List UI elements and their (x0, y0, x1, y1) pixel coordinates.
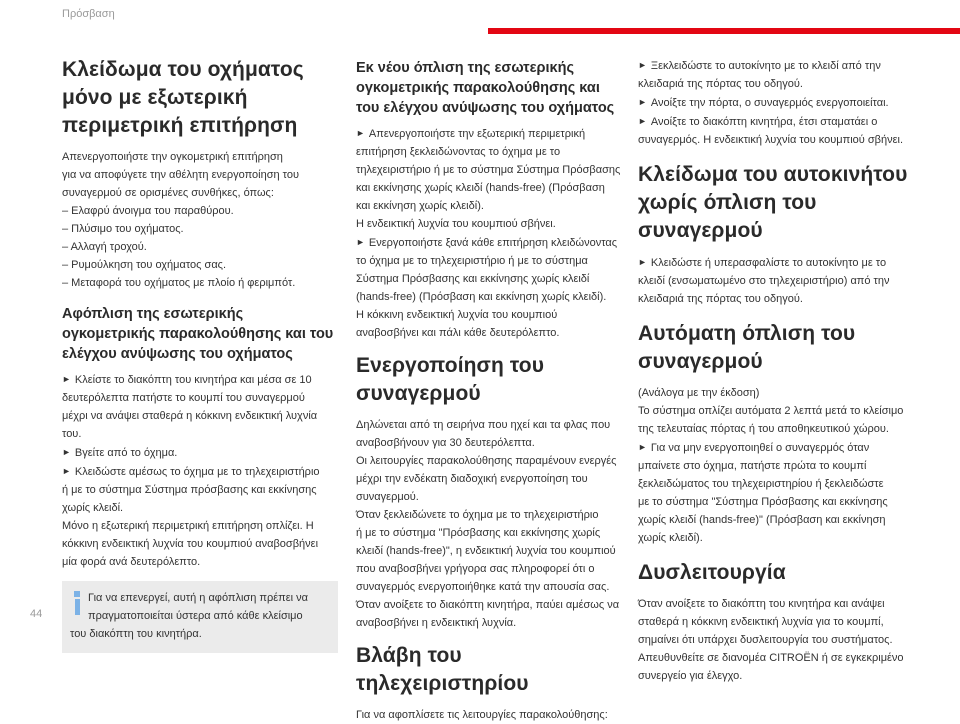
right-pointer-icon: ► (62, 466, 71, 476)
rearm-title: Εκ νέου όπλιση της εσωτερικής ογκομετρικής παρακολούθησης και του ελέγχου ανύψωσης του οχήματος (356, 60, 615, 116)
disarm-subtitle: Αφόπλιση της εσωτερικής ογκομετρικής παρακολούθησης και του ελέγχου ανύψωσης του οχήματος (62, 306, 334, 362)
list-item: – Ελαφρύ άνοιγμα του παραθύρου. (62, 205, 234, 217)
info-icon (70, 591, 84, 615)
right-pointer-icon: ► (638, 442, 647, 452)
lock-exterior-title: Κλείδωμα του οχήματος μόνο με εξωτερική περιμετρική επιτήρηση (62, 58, 304, 137)
right-pointer-icon: ► (62, 447, 71, 457)
remote-fault-body: Για να αφοπλίσετε τις λειτουργίες παρακολούθησης: (356, 709, 608, 721)
right-pointer-icon: ► (638, 116, 647, 126)
malfunction-title: Δυσλειτουργία (638, 561, 786, 584)
right-pointer-icon: ► (638, 257, 647, 267)
column-3 (638, 50, 922, 685)
right-pointer-icon: ► (638, 60, 647, 70)
intro-text: Απενεργοποιήστε την ογκομετρική επιτήρηση για να αποφύγετε την αθέλητη ενεργοποίηση του συναγερμού σε ορισμένες συνθήκες, όπως: (62, 151, 300, 199)
disarm-outro: Μόνο η εξωτερική περιμετρική επιτήρηση οπλίζει. Η κόκκινη ενδεικτική λυχνία του κουμπιού αναβοσβήνει μία φορά ανά δευτερόλεπτο. (62, 520, 319, 568)
conditions-list (62, 202, 338, 292)
column-2 (356, 50, 626, 724)
rearm-steps: ► Απενεργοποιήστε την εξωτερική περιμετρική επιτήρηση ξεκλειδώνοντας το όχημα με το τηλεχειριστήριο ή με το σύστημα Σύστημα Πρόσβασης και εκκίνησης χωρίς κλειδί (hands-free) (Πρόσβαση και εκκίνηση χωρίς κλειδί). Η ενδεικτική λυχνία του κουμπιού σβήνει. ► Ενεργοποιήστε ξανά κάθε επιτήρηση κλειδώνοντας το όχημα με το τηλεχειριστήριο ή με το σύστημα Σύστημα Πρόσβασης και εκκίνησης χωρίς κλειδί (hands-free) (Πρόσβαση και εκκίνηση χωρίς κλειδί). Η κόκκινη ενδεικτική λυχνία του κουμπιού αναβοσβήνει και πάλι κάθε δευτερόλεπτο. (356, 124, 626, 342)
auto-arm-body: (Ανάλογα με την έκδοση) Το σύστημα οπλίζει αυτόματα 2 λεπτά μετά το κλείσιμο της τελευταίας πόρτας ή του αποθηκευτικού χώρου. ► Για να μην ενεργοποιηθεί ο συναγερμός όταν μπαίνετε στο όχημα, πατήστε πρώτα το κουμπί ξεκλειδώματος του τηλεχειριστηρίου ή ξεκλειδώστε με το σύστημα "Σύστημα Πρόσβασης και εκκίνησης χωρίς κλειδί (hands-free)" (Πρόσβαση και εκκίνηση χωρίς κλειδί). (638, 387, 904, 544)
info-note: Για να επενεργεί, αυτή η αφόπλιση πρέπει να πραγματοποιείται ύστερα από κάθε κλείσιμο του διακόπτη του κινητήρα. (62, 581, 338, 653)
fault-steps: ► Ξεκλειδώστε το αυτοκίνητο με το κλειδί από την κλειδαριά της πόρτας του οδηγού. ► Ανοίξτε την πόρτα, ο συναγερμός ενεργοποιείται. ► Ανοίξτε το διακόπτη κινητήρα, έτσι σταματάει ο συναγερμός. Η ενδεικτική λυχνία του κουμπιού σβήνει. (638, 56, 922, 149)
right-pointer-icon: ► (356, 128, 365, 138)
activation-title: Ενεργοποίηση του συναγερμού (356, 354, 545, 405)
right-pointer-icon: ► (356, 237, 365, 247)
activation-body: Δηλώνεται από τη σειρήνα που ηχεί και τα φλας που αναβοσβήνουν για 30 δευτερόλεπτα. Οι λειτουργίες παρακολούθησης παραμένουν ενεργές μέχρι την ενδέκατη διαδοχική ενεργοποίηση του συναγερμού. Όταν ξεκλειδώνετε το όχημα με το τηλεχειριστήριο ή με το σύστημα "Πρόσβασης και εκκίνησης χωρίς κλειδί (hands-free)", η ενδεικτική λυχνία του κουμπιού που αναβοσβήνει γρήγορα σας πληροφορεί ότι ο συναγερμός ενεργοποιήθηκε κατά την απουσία σας. Όταν ανοίξετε το διακόπτη κινητήρα, παύει αμέσως να αναβοσβήνει η ενδεικτική λυχνία. (356, 419, 620, 629)
page-number: 44 (30, 608, 43, 620)
list-item: – Πλύσιμο του οχήματος. (62, 223, 184, 235)
list-item: – Μεταφορά του οχήματος με πλοίο ή φεριμπότ. (62, 277, 296, 289)
right-pointer-icon: ► (62, 374, 71, 384)
column-1 (62, 50, 338, 653)
auto-arm-title: Αυτόματη όπλιση του συναγερμού (638, 322, 856, 373)
disarm-steps: ► Κλείστε το διακόπτη του κινητήρα και μέσα σε 10 δευτερόλεπτα πατήστε το κουμπί του συναγερμού μέχρι να ανάψει σταθερά η κόκκινη ενδεικτική λυχνία του. ► Βγείτε από το όχημα. ► Κλειδώστε αμέσως το όχημα με το τηλεχειριστήριο ή με το σύστημα Σύστημα πρόσβασης και εκκίνησης χωρίς κλειδί. (62, 370, 338, 517)
list-item: – Αλλαγή τροχού. (62, 241, 147, 253)
lock-without-alarm-step: ► Κλειδώστε ή υπερασφαλίστε το αυτοκίνητο με το κλειδί (ενσωματωμένο στο τηλεχειριστήριο) από την κλειδαριά της πόρτας του οδηγού. (638, 253, 922, 308)
section-label: Πρόσβαση (62, 8, 115, 20)
list-item: – Ρυμούλκηση του οχήματος σας. (62, 259, 227, 271)
remote-fault-title: Βλάβη του τηλεχειριστηρίου (356, 644, 529, 695)
lock-without-alarm-title: Κλείδωμα του αυτοκινήτου χωρίς όπλιση του συναγερμού (638, 163, 908, 242)
header-accent-bar (488, 28, 960, 34)
right-pointer-icon: ► (638, 97, 647, 107)
malfunction-body: Όταν ανοίξετε το διακόπτη του κινητήρα και ανάψει σταθερά η κόκκινη ενδεικτική λυχνία για το κουμπί, σημαίνει ότι υπάρχει δυσλειτουργία του συστήματος. Απευθυνθείτε σε διανομέα CITROËN ή σε εγκεκριμένο συνεργείο για έλεγχο. (638, 598, 904, 682)
